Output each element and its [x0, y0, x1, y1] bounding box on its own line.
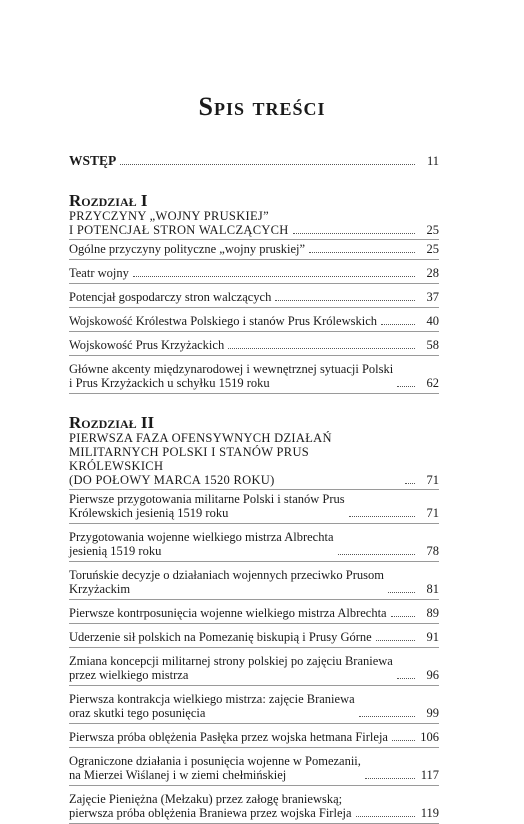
- toc-entry-label: Wojskowość Prus Krzyżackich: [69, 338, 225, 352]
- toc-entry-label: Zajęcie Pieniężna (Mełzaku) przez załogę braniewską; pierwsza próba oblężenia Braniewa przez wojska Firleja: [69, 792, 352, 820]
- toc-entry-label: Pierwsze przygotowania militarne Polski i stanów Prus Królewskich jesienią 1519 roku: [69, 492, 345, 520]
- dot-leader: [376, 640, 415, 641]
- toc-entry-page: 37: [426, 290, 439, 304]
- toc-entry[interactable]: [69, 338, 439, 356]
- dot-leader: [349, 516, 415, 517]
- toc-entry-label: Teatr wojny: [69, 266, 129, 280]
- table-of-contents: [69, 154, 439, 824]
- toc-entry-page: 58: [426, 338, 439, 352]
- dot-leader: [293, 233, 415, 234]
- toc-entry-label: Zmiana koncepcji militarnej strony polskiej po zajęciu Braniewa przez wielkiego mistrza: [69, 654, 393, 682]
- chapter-2-entries: [69, 492, 439, 824]
- toc-entry[interactable]: [69, 630, 439, 648]
- toc-entry[interactable]: [69, 290, 439, 308]
- toc-entry[interactable]: [69, 242, 439, 260]
- chapter-1-title: PRZYCZYNY „WOJNY PRUSKIEJ” I POTENCJAŁ STRON WALCZĄCYCH: [69, 209, 289, 237]
- toc-entry-page: 119: [420, 806, 439, 820]
- chapter-2-page: 71: [426, 473, 439, 487]
- toc-entry-page: 28: [426, 266, 439, 280]
- toc-entry-label: Główne akcenty międzynarodowej i wewnętrznej sytuacji Polski i Prus Krzyżackich u schyłku 1519 roku: [69, 362, 394, 390]
- toc-entry-page: 81: [426, 582, 439, 596]
- toc-entry-label: Ograniczone działania i posunięcia wojenne w Pomezanii, na Mierzei Wiślanej i w ziemi chełmińskiej: [69, 754, 361, 782]
- dot-leader: [391, 616, 415, 617]
- toc-entry-label: Pierwsza kontrakcja wielkiego mistrza: zajęcie Braniewa oraz skutki tego posunięcia: [69, 692, 355, 720]
- chapter-2-title-row[interactable]: [69, 431, 439, 490]
- chapter-1-entries: [69, 242, 439, 394]
- toc-entry-page: 40: [426, 314, 439, 328]
- toc-entry-page: 99: [426, 706, 439, 720]
- toc-entry-page: 62: [426, 376, 439, 390]
- dot-leader: [228, 348, 415, 349]
- toc-entry[interactable]: [69, 754, 439, 786]
- dot-leader: [381, 324, 415, 325]
- dot-leader: [338, 554, 415, 555]
- toc-entry-page: 117: [420, 768, 439, 782]
- toc-entry-label: Wojskowość Królestwa Polskiego i stanów Prus Królewskich: [69, 314, 377, 328]
- dot-leader: [397, 678, 415, 679]
- dot-leader: [133, 276, 415, 277]
- chapter-1-heading: Rozdział I: [69, 191, 148, 210]
- dot-leader: [365, 778, 415, 779]
- dot-leader: [120, 164, 415, 165]
- page-title: Spis treści: [198, 92, 326, 121]
- toc-entry-page: 71: [426, 506, 439, 520]
- toc-entry-page: 89: [426, 606, 439, 620]
- toc-entry[interactable]: [69, 654, 439, 686]
- toc-entry-label: Pierwsze kontrposunięcia wojenne wielkiego mistrza Albrechta: [69, 606, 387, 620]
- toc-entry-label: Pierwsza próba oblężenia Pasłęka przez wojska hetmana Firleja: [69, 730, 388, 744]
- toc-entry[interactable]: [69, 362, 439, 394]
- toc-entry[interactable]: [69, 314, 439, 332]
- toc-entry[interactable]: [69, 730, 439, 748]
- dot-leader: [275, 300, 415, 301]
- toc-entry-label: Uderzenie sił polskich na Pomezanię biskupią i Prusy Górne: [69, 630, 372, 644]
- chapter-1-page: 25: [426, 223, 439, 237]
- dot-leader: [392, 740, 415, 741]
- dot-leader: [356, 816, 415, 817]
- dot-leader: [388, 592, 415, 593]
- toc-entry[interactable]: [69, 692, 439, 724]
- toc-entry-page: 25: [426, 242, 439, 256]
- toc-entry-label: Przygotowania wojenne wielkiego mistrza Albrechta jesienią 1519 roku: [69, 530, 334, 558]
- chapter-2-heading: Rozdział II: [69, 413, 155, 432]
- toc-entry[interactable]: [69, 792, 439, 824]
- dot-leader: [397, 386, 415, 387]
- dot-leader: [405, 483, 415, 484]
- chapter-1-title-row[interactable]: [69, 209, 439, 240]
- toc-entry-page: 96: [426, 668, 439, 682]
- dot-leader: [359, 716, 415, 717]
- toc-entry-label: Potencjał gospodarczy stron walczących: [69, 290, 272, 304]
- toc-entry[interactable]: [69, 266, 439, 284]
- toc-intro-page: 11: [426, 154, 439, 168]
- toc-entry-label: Toruńskie decyzje o działaniach wojennych przeciwko Prusom Krzyżackim: [69, 568, 384, 596]
- toc-entry[interactable]: [69, 606, 439, 624]
- toc-entry[interactable]: [69, 530, 439, 562]
- toc-intro[interactable]: [69, 154, 439, 168]
- chapter-2-title: PIERWSZA FAZA OFENSYWNYCH DZIAŁAŃ MILITARNYCH POLSKI I STANÓW PRUS KRÓLEWSKICH (DO POŁOWY MARCA 1520 ROKU): [69, 431, 332, 487]
- toc-entry-label: Ogólne przyczyny polityczne „wojny pruskiej”: [69, 242, 306, 256]
- toc-intro-label: WSTĘP: [69, 153, 117, 168]
- toc-entry-page: 78: [426, 544, 439, 558]
- toc-entry-page: 106: [420, 730, 439, 744]
- toc-entry[interactable]: [69, 568, 439, 600]
- dot-leader: [309, 252, 415, 253]
- toc-entry-page: 91: [426, 630, 439, 644]
- toc-entry[interactable]: [69, 492, 439, 524]
